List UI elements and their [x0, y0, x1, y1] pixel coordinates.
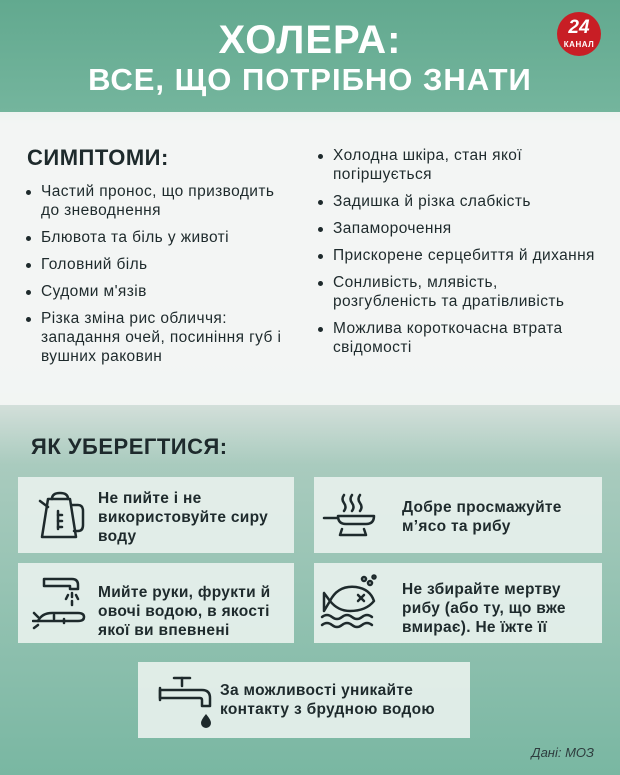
tap-drop-icon: [152, 670, 212, 730]
header-banner: [0, 0, 620, 112]
list-item-text: Блювота та біль у животі: [41, 229, 230, 246]
tip-text: Добре просмажуйте м’ясо та рибу: [402, 499, 562, 535]
tip-text: Мийте руки, фрукти й овочі водою, в якості якої ви впевнені: [98, 584, 271, 639]
bullet: [318, 200, 323, 205]
list-item: [318, 319, 598, 357]
tip-text: Не пийте і не використовуйте сиру воду: [98, 490, 269, 545]
list-item-text: Головний біль: [41, 256, 148, 273]
bullet: [26, 317, 31, 322]
list-item-text: Прискорене серцебиття й дихання: [333, 247, 595, 264]
tip-text: Не збирайте мертву рибу (або ту, що вже вмирає). Не їжте її: [402, 581, 566, 636]
page-title: ХОЛЕРА:: [218, 18, 402, 62]
logo-word: КАНАЛ: [563, 40, 595, 49]
list-item: [26, 255, 296, 274]
list-item-text: Задишка й різка слабкість: [333, 193, 531, 210]
tip-card-wash-hands: [18, 563, 294, 643]
bullet: [26, 263, 31, 268]
kettle-icon: [32, 485, 92, 545]
tip-card-dirty-water: [138, 662, 470, 738]
list-item-text: Можлива короткочасна втрата свідомості: [333, 320, 563, 356]
bullet: [26, 290, 31, 295]
frying-pan-icon: [320, 485, 380, 545]
page-subtitle: ВСЕ, ЩО ПОТРІБНО ЗНАТИ: [88, 62, 532, 97]
prevention-title: ЯК УБЕРЕГТИСЯ:: [31, 434, 228, 459]
symptoms-list-left: [26, 182, 296, 374]
list-item-text: Судоми м'язів: [41, 283, 147, 300]
bullet: [318, 281, 323, 286]
tip-card-cook-meat: [314, 477, 602, 553]
symptoms-title: СИМПТОМИ:: [27, 145, 169, 170]
list-item-text: Частий пронос, що призводить до зневоднення: [41, 183, 275, 219]
list-item: [318, 219, 598, 238]
logo-number: 24: [568, 17, 590, 38]
list-item: [318, 246, 598, 265]
list-item: [26, 228, 296, 247]
tip-card-raw-water: [18, 477, 294, 553]
list-item-text: Запаморочення: [333, 220, 452, 237]
list-item: [26, 282, 296, 301]
list-item: [318, 192, 598, 211]
list-item: [26, 309, 296, 366]
list-item: [318, 146, 598, 184]
bullet: [26, 190, 31, 195]
bullet: [318, 154, 323, 159]
bullet: [318, 327, 323, 332]
channel-logo: [557, 12, 601, 56]
tip-card-dead-fish: [314, 563, 602, 643]
source-credit: Дані: МОЗ: [531, 745, 594, 760]
dead-fish-icon: [320, 571, 380, 631]
bullet: [318, 227, 323, 232]
list-item: [26, 182, 296, 220]
symptoms-list-right: [318, 146, 598, 365]
faucet-carrot-icon: [32, 571, 92, 631]
bullet: [26, 236, 31, 241]
bullet: [318, 254, 323, 259]
list-item-text: Холодна шкіра, стан якої погіршується: [333, 147, 523, 183]
tip-text: За можливості уникайте контакту з брудною водою: [220, 682, 435, 718]
list-item-text: Сонливість, млявість, розгубленість та дратівливість: [333, 274, 565, 310]
list-item-text: Різка зміна рис обличчя: западання очей, посиніння губ і вушних раковин: [41, 310, 282, 365]
list-item: [318, 273, 598, 311]
